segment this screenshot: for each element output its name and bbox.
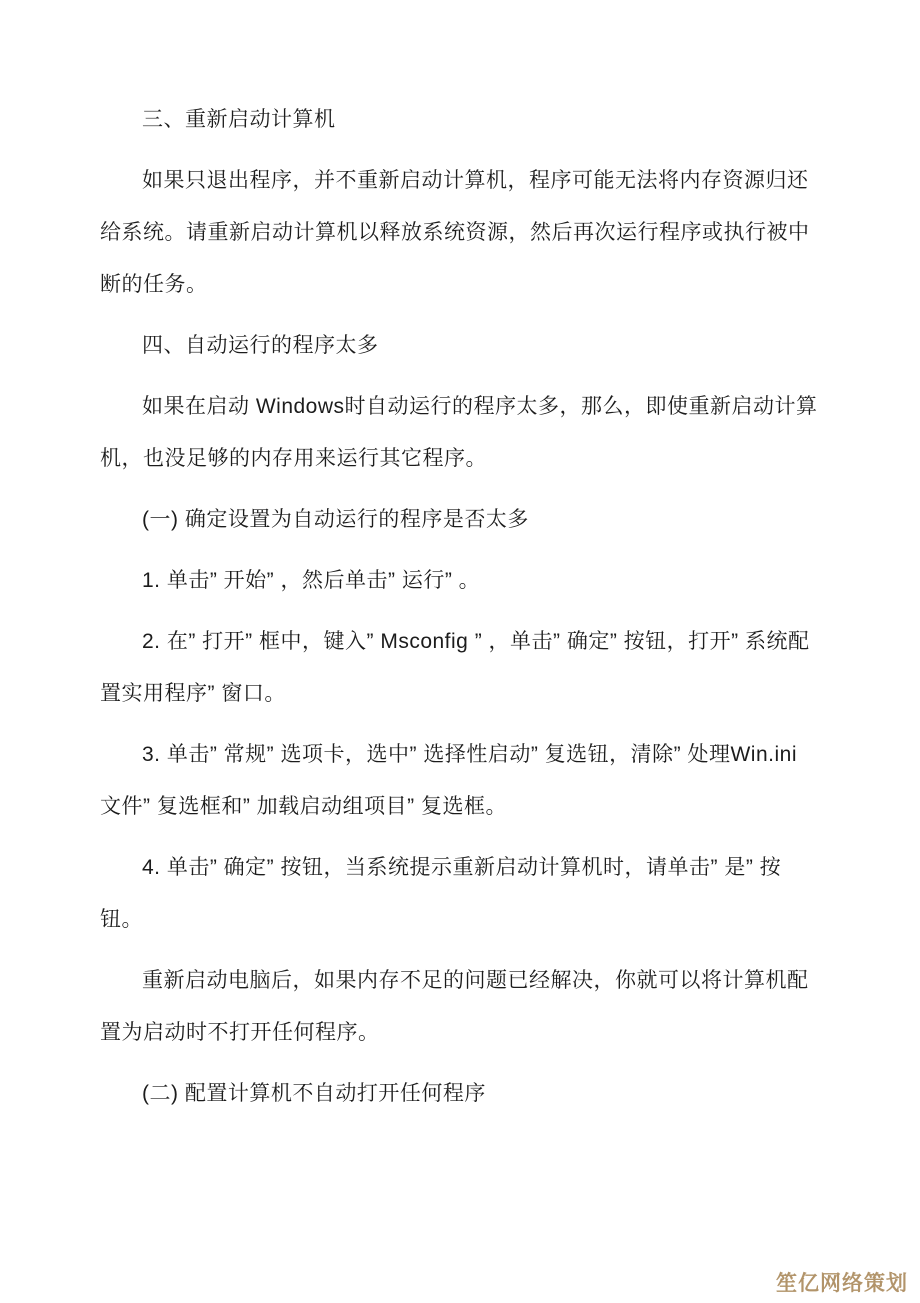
section-heading-three: 三、重新启动计算机 [142, 108, 336, 131]
step-1: 1. 单击” 开始” ，然后单击” 运行” 。 [142, 569, 481, 592]
section-heading-four: 四、自动运行的程序太多 [142, 334, 379, 357]
step-2: 2. 在” 打开” 框中，键入” Msconfig ” ，单击” 确定” 按钮，打开” 系统配置实用程序” 窗口。 [100, 630, 810, 705]
subsection-heading-one: (一) 确定设置为自动运行的程序是否太多 [142, 508, 529, 531]
step-3: 3. 单击” 常规” 选项卡，选中” 选择性启动” 复选钮，清除” 处理Win.ini 文件” 复选框和” 加载启动组项目” 复选框。 [100, 743, 819, 818]
paragraph-autorun-explanation: 如果在启动 Windows时自动运行的程序太多，那么，即使重新启动计算机，也没足够的内存用来运行其它程序。 [100, 395, 818, 470]
subsection-heading-two: (二) 配置计算机不自动打开任何程序 [142, 1082, 486, 1105]
watermark-brand-text: 笙亿网络策划 [776, 1272, 908, 1295]
step-4: 4. 单击” 确定” 按钮，当系统提示重新启动计算机时，请单击” 是” 按钮。 [100, 856, 782, 931]
paragraph-restart-explanation: 如果只退出程序，并不重新启动计算机，程序可能无法将内存资源归还给系统。请重新启动计算机以释放系统资源，然后再次运行程序或执行被中断的任务。 [100, 169, 810, 296]
paragraph-after-restart: 重新启动电脑后，如果内存不足的问题已经解决，你就可以将计算机配置为启动时不打开任何程序。 [100, 969, 809, 1044]
document-body [100, 94, 820, 1129]
